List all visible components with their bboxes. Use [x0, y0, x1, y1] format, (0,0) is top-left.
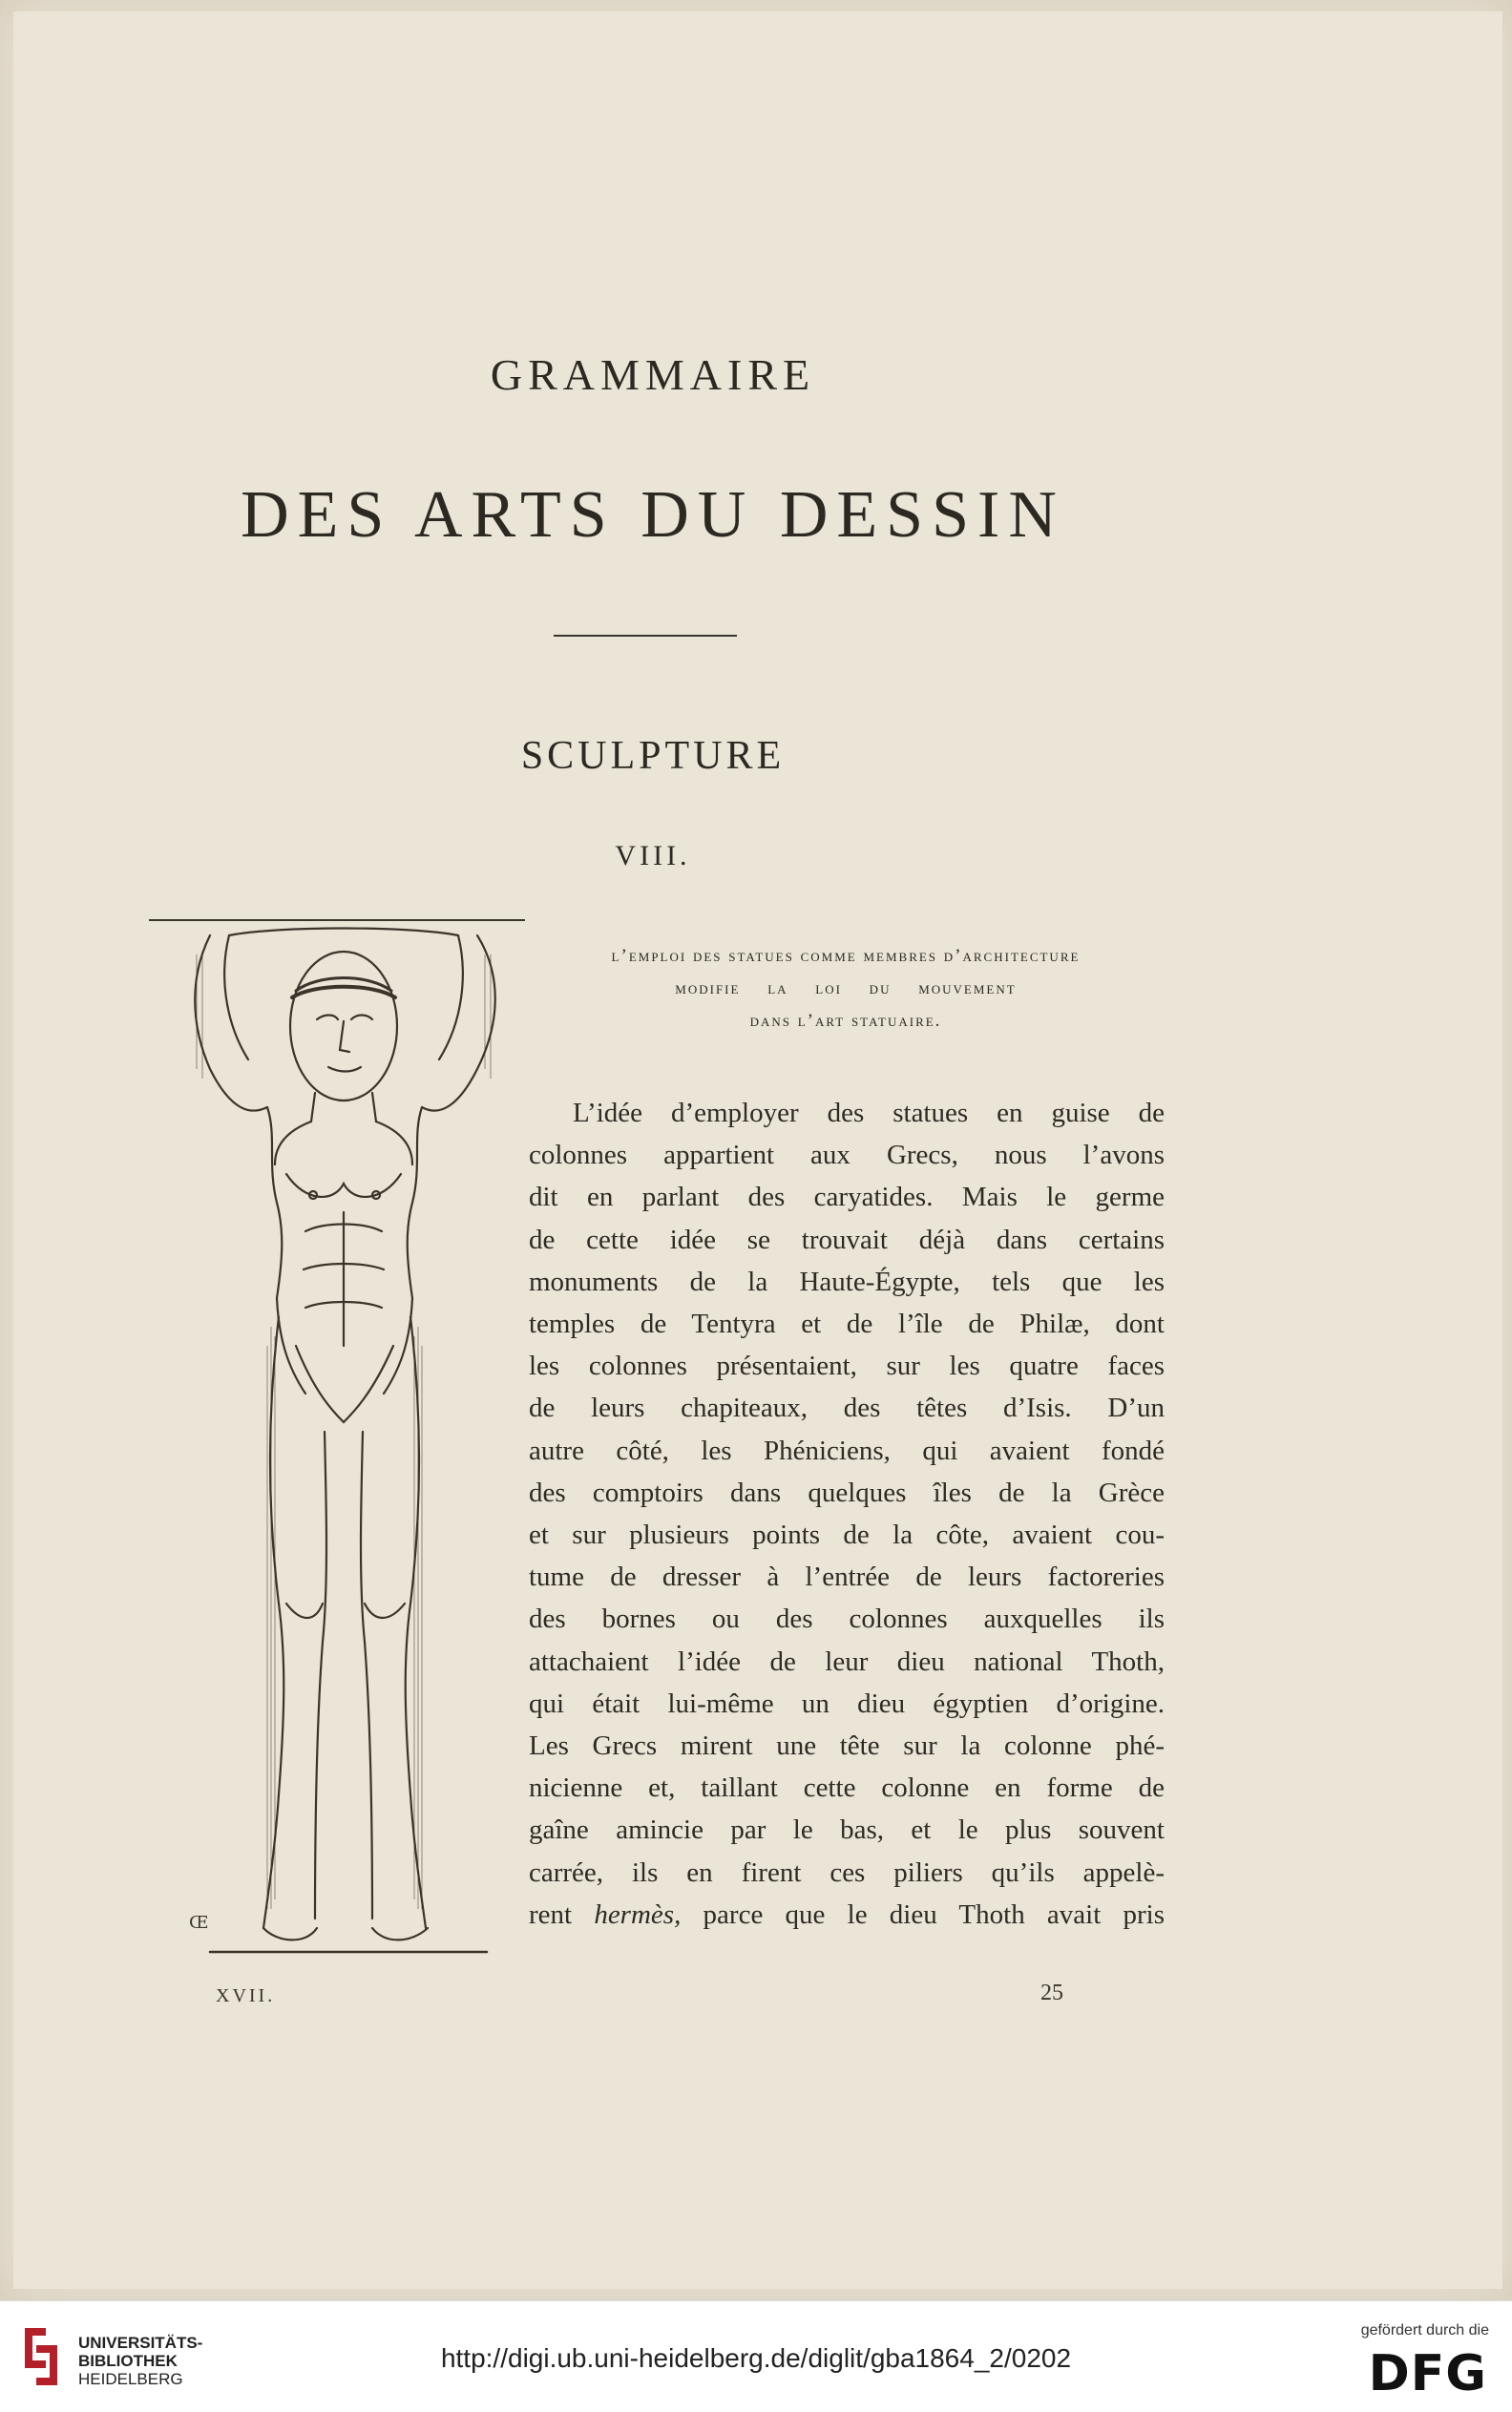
body-line: dit en parlant des caryatides. Mais le germe	[529, 1182, 1165, 1213]
chapter-heading	[527, 940, 1165, 1038]
chapter-heading-line: modifie la loi du mouvement	[675, 978, 1017, 998]
last-line-end: parce que le dieu Thoth avait pris	[681, 1898, 1165, 1930]
atlas-statue-engraving	[172, 916, 515, 1971]
italic-word-hermes: hermès,	[594, 1898, 682, 1930]
body-line: autre côté, les Phéniciens, qui avaient fondé	[529, 1435, 1165, 1466]
viewer-footer	[0, 2300, 1512, 2412]
body-line: de cette idée se trouvait déjà dans certains	[529, 1224, 1165, 1255]
body-line: colonnes appartient aux Grecs, nous l’avons	[529, 1140, 1165, 1171]
dfg-logo[interactable]: DFG	[1368, 2345, 1487, 2402]
page-title-grammaire: GRAMMAIRE	[490, 350, 816, 399]
signature-mark: XVII.	[216, 1985, 276, 2006]
body-line-last	[529, 1894, 1165, 1936]
library-name-line: UNIVERSITÄTS-	[78, 2334, 203, 2352]
body-line: tume de dresser à l’entrée de leurs factoreries	[529, 1562, 1165, 1593]
body-text	[529, 1092, 1165, 1936]
body-line: Les Grecs mirent une tête sur la colonne phé-	[529, 1730, 1165, 1762]
body-line: temples de Tentyra et de l’île de Philæ, dont	[529, 1309, 1165, 1340]
body-line: L’idée d’employer des statues en guise de	[573, 1098, 1165, 1128]
body-line: des bornes ou des colonnes auxquelles ils	[529, 1604, 1165, 1635]
body-line: de leurs chapiteaux, des têtes d’Isis. D’un	[529, 1393, 1165, 1424]
page-number: 25	[1040, 1981, 1063, 2005]
body-line: attachaient l’idée de leur dieu national Thoth,	[529, 1646, 1165, 1677]
body-line: nicienne et, taillant cette colonne en forme de	[529, 1772, 1165, 1804]
page-title-des-arts-du-dessin: DES ARTS DU DESSIN	[241, 478, 1065, 552]
body-line: des comptoirs dans quelques îles de la Grèce	[529, 1477, 1165, 1508]
funding-note: gefördert durch die	[1360, 2322, 1489, 2339]
document-url-link[interactable]: http://digi.ub.uni-heidelberg.de/diglit/gba1864_2/0202	[440, 2343, 1072, 2373]
chapter-heading-line: l’emploi des statues comme membres d’architecture	[611, 946, 1081, 966]
body-line: gaîne amincie par le bas, et le plus souvent	[529, 1814, 1165, 1846]
chapter-heading-line: dans l’art statuaire.	[749, 1011, 942, 1031]
body-line: et sur plusieurs points de la côte, avaient cou-	[529, 1520, 1165, 1551]
last-line-start: rent	[529, 1898, 595, 1930]
body-line: carrée, ils en firent ces piliers qu’ils appelè-	[529, 1856, 1165, 1888]
chapter-number: VIII.	[615, 840, 691, 871]
title-divider	[554, 635, 737, 637]
library-name-line: BIBLIOTHEK	[78, 2352, 178, 2370]
library-name-line: HEIDELBERG	[78, 2370, 183, 2388]
body-line: les colonnes présentaient, sur les quatre faces	[529, 1351, 1165, 1382]
body-line: qui était lui-même un dieu égyptien d’origine.	[529, 1688, 1165, 1719]
engraver-monogram: Œ	[189, 1913, 209, 1933]
section-title: SCULPTURE	[520, 734, 786, 778]
body-line: monuments de la Haute-Égypte, tels que les	[529, 1266, 1165, 1297]
